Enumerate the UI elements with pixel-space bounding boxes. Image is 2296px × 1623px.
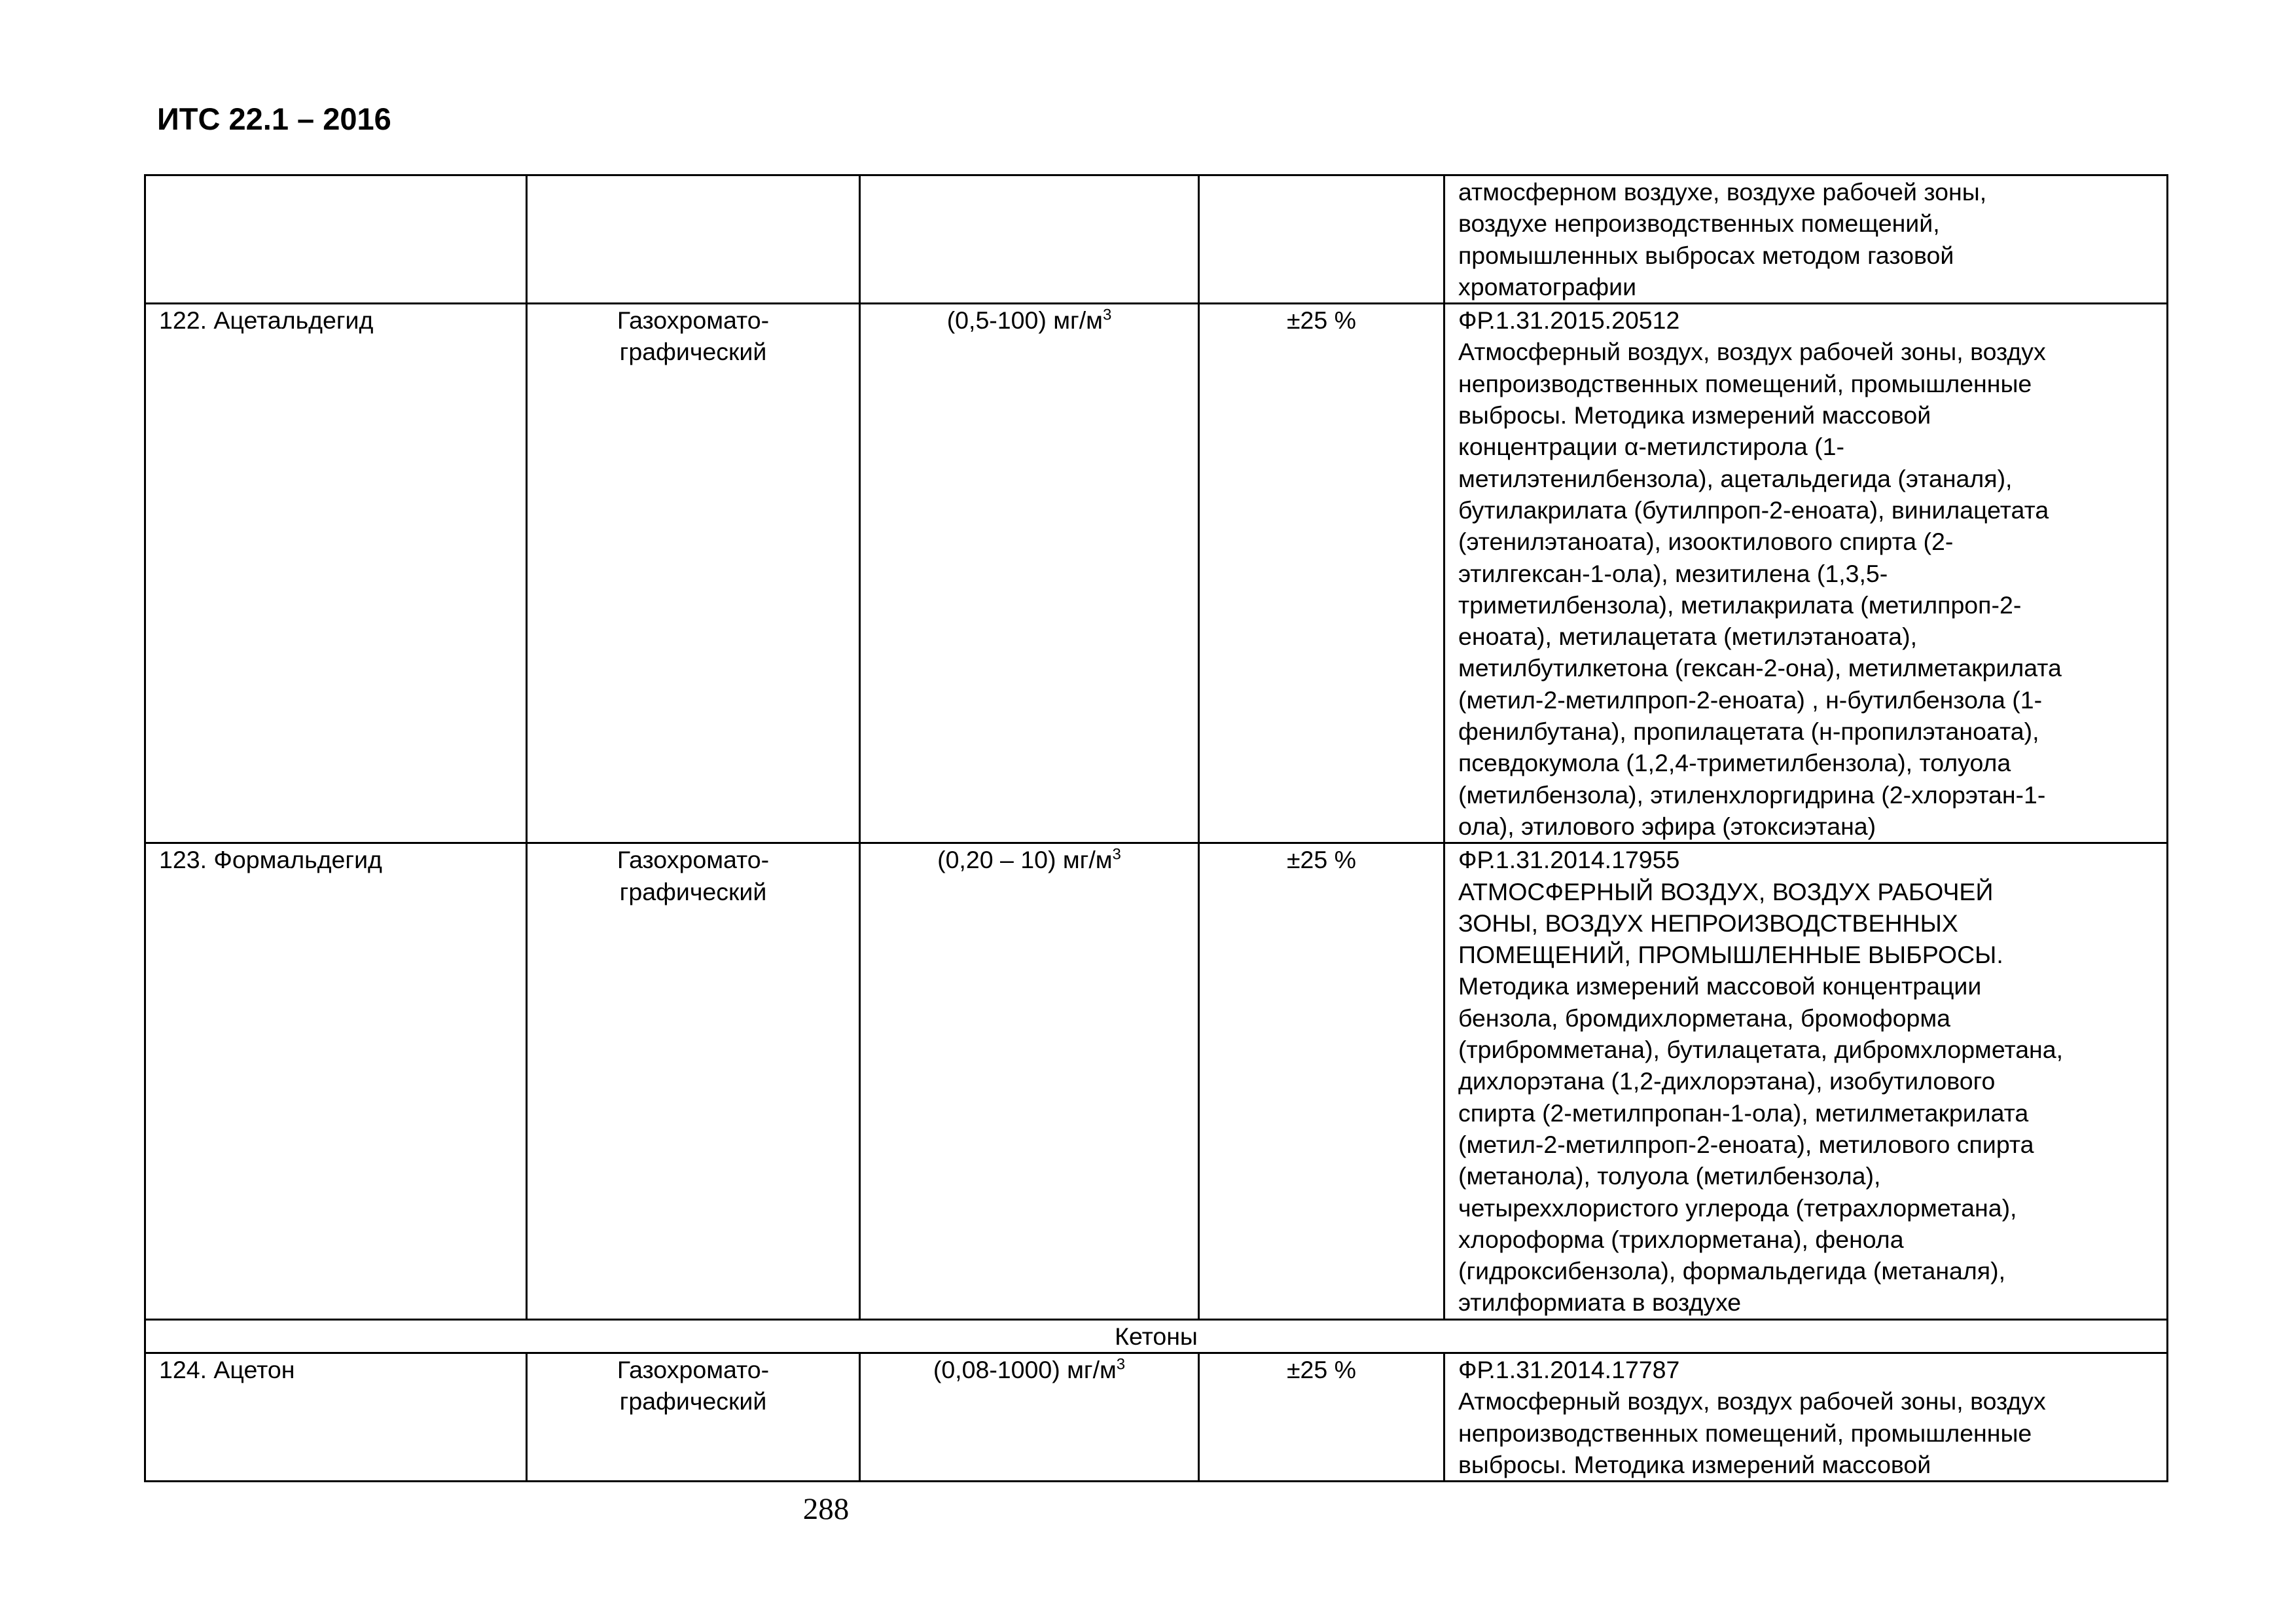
error-cell: ±25 % bbox=[1199, 304, 1444, 843]
group-header-row bbox=[145, 1319, 2168, 1353]
group-label-ketones: Кетоны bbox=[145, 1319, 2168, 1353]
table-row bbox=[145, 843, 2168, 1319]
range-value: (0,20 – 10) мг/м bbox=[937, 846, 1113, 874]
range-value: (0,5-100) мг/м bbox=[946, 306, 1103, 335]
substance-name-cell: 123. Формальдегид bbox=[145, 843, 527, 1319]
range-unit-superscript: 3 bbox=[1116, 1355, 1126, 1374]
measurement-range-cell bbox=[860, 1353, 1199, 1481]
method-cell-empty bbox=[527, 175, 860, 304]
error-cell-empty bbox=[1199, 175, 1444, 304]
error-cell: ±25 % bbox=[1199, 1353, 1444, 1481]
method-document-cell: атмосферном воздухе, воздухе рабочей зоны, воздухе непроизводственных помещений, промышленных выбросах методом газовой хроматографии bbox=[1444, 175, 2168, 304]
method-document-cell: ФР.1.31.2014.17955 АТМОСФЕРНЫЙ ВОЗДУХ, ВОЗДУХ РАБОЧЕЙ ЗОНЫ, ВОЗДУХ НЕПРОИЗВОДСТВЕННЫХ ПОМЕЩЕНИЙ, ПРОМЫШЛЕННЫЕ ВЫБРОСЫ. Методика измерений массовой концентрации бензола, бромдихлорметана, бромоформа (трибромметана), бутилацетата, дибромхлорметана, дихлорэтана (1,2-дихлорэтана), изобутилового спирта (2-метилпропан-1-ола), метилметакрилата (метил-2-метилпроп-2-еноата), метилового спирта (метанола), толуола (метилбензола), четыреххлористого углерода (тетрахлорметана), хлороформа (трихлорметана), фенола (гидроксибензола), формальдегида (метаналя), этилформиата в воздухе bbox=[1444, 843, 2168, 1319]
document-header: ИТС 22.1 – 2016 bbox=[157, 101, 391, 136]
methods-table bbox=[144, 174, 2168, 1482]
substance-name-cell: 124. Ацетон bbox=[145, 1353, 527, 1481]
measurement-method-cell: Газохромато- графический bbox=[527, 843, 860, 1319]
method-document-cell: ФР.1.31.2015.20512 Атмосферный воздух, воздух рабочей зоны, воздух непроизводственных помещений, промышленные выбросы. Методика измерений массовой концентрации α-метилстирола (1- метилэтенилбензола), ацетальдегида (этаналя), бутилакрилата (бутилпроп-2-еноата), винилацетата (этенилэтаноата), изооктилового спирта (2- этилгексан-1-ола), мезитилена (1,3,5- триметилбензола), метилакрилата (метилпроп-2- еноата), метилацетата (метилэтаноата), метилбутилкетона (гексан-2-она), метилметакрилата (метил-2-метилпроп-2-еноата) , н-бутилбензола (1- фенилбутана), пропилацетата (н-пропилэтаноата), псевдокумола (1,2,4-триметилбензола), толуола (метилбензола), этиленхлоргидрина (2-хлорэтан-1- ола), этилового эфира (этоксиэтана) bbox=[1444, 304, 2168, 843]
measurement-range-cell bbox=[860, 843, 1199, 1319]
substance-name-cell: 122. Ацетальдегид bbox=[145, 304, 527, 843]
table-row bbox=[145, 304, 2168, 843]
range-unit-superscript: 3 bbox=[1102, 306, 1112, 324]
range-unit-superscript: 3 bbox=[1112, 845, 1121, 864]
method-document-cell: ФР.1.31.2014.17787 Атмосферный воздух, воздух рабочей зоны, воздух непроизводственных помещений, промышленные выбросы. Методика измерений массовой bbox=[1444, 1353, 2168, 1481]
range-value: (0,08-1000) мг/м bbox=[933, 1355, 1117, 1383]
table-row-continued bbox=[145, 175, 2168, 304]
range-cell-empty bbox=[860, 175, 1199, 304]
measurement-method-cell: Газохромато- графический bbox=[527, 304, 860, 843]
error-cell: ±25 % bbox=[1199, 843, 1444, 1319]
page-number: 288 bbox=[802, 1492, 850, 1526]
name-cell-empty bbox=[145, 175, 527, 304]
measurement-method-cell: Газохромато- графический bbox=[527, 1353, 860, 1481]
table-row bbox=[145, 1353, 2168, 1481]
measurement-range-cell bbox=[860, 304, 1199, 843]
